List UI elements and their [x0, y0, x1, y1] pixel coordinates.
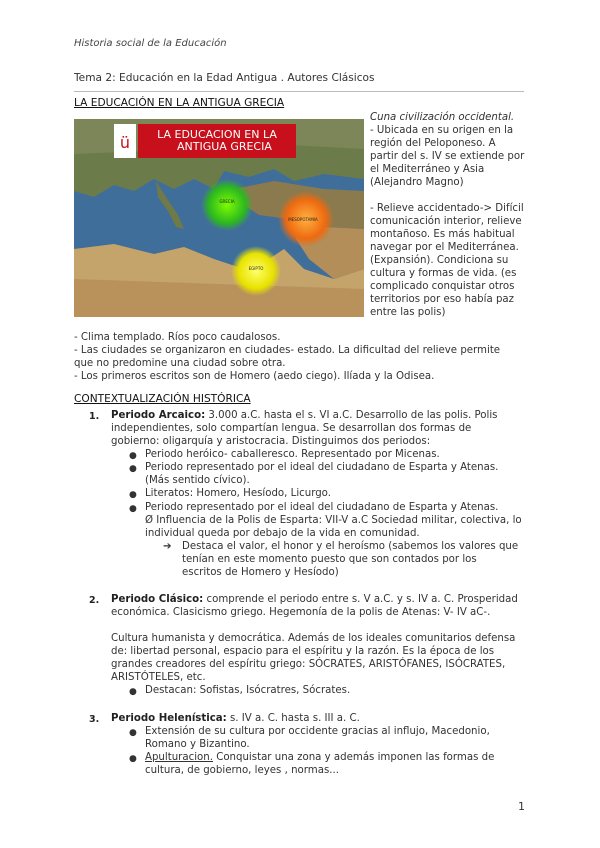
bullet-glyph: ●	[129, 464, 137, 474]
body-line: - Los primeros escritos son de Homero (aedo ciego). Ilíada y la Odisea.	[74, 371, 435, 382]
bullet-glyph: ●	[129, 504, 137, 514]
bullet-text: Periodo representado por el ideal del ciudadano de Esparta y Atenas.	[145, 502, 499, 513]
bullet-text-rest: Conquistar una zona y además imponen las formas de	[212, 752, 495, 763]
period-1-line-2: independientes, solo compartían lengua. Se desarrollan dos formas de	[111, 423, 472, 434]
apulturacion-term: Apulturacion.	[145, 752, 213, 763]
egypt-region-marker	[231, 246, 281, 296]
side-p2-line: territorios por eso había paz	[370, 294, 515, 305]
period-1-line-1	[111, 409, 497, 422]
period-2-line-2: económica. Clasicismo griego. Hegemonía de la polis de Atenas: V- IV aC-.	[111, 607, 491, 618]
side-p1-line: región del Peloponeso. A	[370, 138, 496, 149]
bullet-text-cont: cultura, de gobierno, leyes , normas...	[145, 765, 339, 776]
label-grecia: GRECIA	[219, 199, 235, 204]
side-p2-line: navegar por el Mediterránea.	[370, 242, 519, 253]
map-graphic	[74, 119, 364, 317]
side-p2-line: comunicación interior, relieve	[370, 216, 522, 227]
period-2-title: Periodo Clásico:	[111, 594, 204, 605]
bullet-text	[145, 751, 494, 764]
list-number-3: 3.	[89, 714, 100, 725]
title-divider	[74, 91, 524, 92]
list-number-1: 1.	[89, 411, 100, 422]
period-2-para-line: ARISTÓTELES, etc.	[111, 672, 206, 683]
arrow-icon: ➔	[163, 541, 172, 552]
period-2-para-line: grandes creadores del espíritu griego: SÓCRATES, ARISTÓFANES, ISÓCRATES,	[111, 659, 506, 670]
period-1-line-3: gobierno: oligarquía y aristocracia. Distinguimos dos periodos:	[111, 436, 431, 447]
arrow-text: escritos de Homero y Hesíodo)	[182, 567, 339, 578]
side-p2-line: entre las polis)	[370, 307, 446, 318]
bullet-text-cont: Romano y Bizantino.	[145, 739, 250, 750]
side-p2-line: (Expansión). Condiciona su	[370, 255, 509, 266]
side-paragraph-1	[370, 111, 528, 189]
bullet-text-cont: Ø Influencia de la Polis de Esparta: VII-V a.C Sociedad militar, colectiva, lo	[145, 515, 522, 526]
bullet-glyph: ●	[129, 687, 137, 697]
label-egipto: EGIPTO	[248, 266, 264, 271]
period-2-line-1	[111, 593, 518, 606]
list-number-2: 2.	[89, 595, 100, 606]
bullet-text: Destacan: Sofistas, Isócratres, Sócrates.	[145, 685, 351, 696]
bullet-text: Periodo representado por el ideal del ciudadano de Esparta y Atenas.	[145, 462, 499, 473]
banner-line-2: ANTIGUA GRECIA	[177, 140, 272, 153]
bullet-glyph: ●	[129, 451, 137, 461]
period-2-para-line: Cultura humanista y democrática. Además de los ideales comunitarios defensa	[111, 633, 516, 644]
period-3-title: Periodo Helenística:	[111, 713, 227, 724]
side-p2-line: - Relieve accidentado-> Difícil	[370, 203, 524, 214]
bullet-glyph: ●	[129, 728, 137, 738]
section-heading-grecia: LA EDUCACIÓN EN LA ANTIGUA GRECIA	[74, 97, 285, 109]
bullet-text-cont: individual queda por debajo de la vida en comunidad.	[145, 528, 420, 539]
side-p1-line: - Ubicada en su origen en la	[370, 125, 514, 136]
body-line: que no predomine una ciudad sobre otra.	[74, 358, 286, 369]
bullet-text: Periodo heróico- caballeresco. Representado por Micenas.	[145, 449, 440, 460]
side-p1-line: (Alejandro Magno)	[370, 177, 464, 188]
greece-map-image	[74, 119, 364, 317]
bullet-text: Literatos: Homero, Hesíodo, Licurgo.	[145, 488, 331, 499]
period-1-title: Periodo Arcaico:	[111, 410, 206, 421]
document-title: Tema 2: Educación en la Edad Antigua . Autores Clásicos	[74, 72, 375, 84]
side-p2-line: complicado conquistar otros	[370, 281, 515, 292]
arrow-text: tenían en este momento puesto que son contados por los	[182, 554, 477, 565]
body-line: - Clima templado. Ríos poco caudalosos.	[74, 332, 281, 343]
side-p1-line: el Mediterráneo y Asia	[370, 164, 485, 175]
side-p2-line: cultura y formas de vida. (es	[370, 268, 517, 279]
bullet-text-cont: (Más sentido cívico).	[145, 475, 250, 486]
side-p1-line: partir del s. IV se extiende por	[370, 151, 525, 162]
page-number: 1	[518, 800, 525, 813]
side-paragraph-2	[370, 202, 528, 319]
period-3-line-1	[111, 712, 360, 725]
label-mesopotamia: MESOPOTAMIA	[288, 217, 318, 222]
period-2-para-line: de: libertad personal, espacio para el espíritu y la razón. Es la época de los	[111, 646, 495, 657]
section-heading-contexto: CONTEXTUALIZACIÓN HISTÓRICA	[74, 393, 251, 405]
running-header: Historia social de la Educación	[74, 38, 227, 49]
side-p1-line: Cuna civilización occidental.	[370, 112, 515, 123]
period-3-text: s. IV a. C. hasta s. III a. C.	[226, 713, 360, 724]
greece-region-marker	[201, 179, 253, 231]
period-2-text: comprende el periodo entre s. V a.C. y s. IV a. C. Prosperidad	[203, 594, 518, 605]
banner-line-1: LA EDUCACION EN LA	[157, 128, 277, 141]
bullet-text: Extensión de su cultura por occidente gracias al influjo, Macedonio,	[145, 726, 490, 737]
side-p2-line: montañoso. Es más habitual	[370, 229, 515, 240]
bullet-glyph: ●	[129, 490, 137, 500]
logo-letter: ü	[119, 133, 131, 152]
bullet-glyph: ●	[129, 754, 137, 764]
arrow-text: Destaca el valor, el honor y el heroísmo (sabemos los valores que	[182, 541, 519, 552]
body-line: - Las ciudades se organizaron en ciudades- estado. La dificultad del relieve permite	[74, 345, 501, 356]
period-1-text: 3.000 a.C. hasta el s. VI a.C. Desarrollo de las polis. Polis	[205, 410, 498, 421]
